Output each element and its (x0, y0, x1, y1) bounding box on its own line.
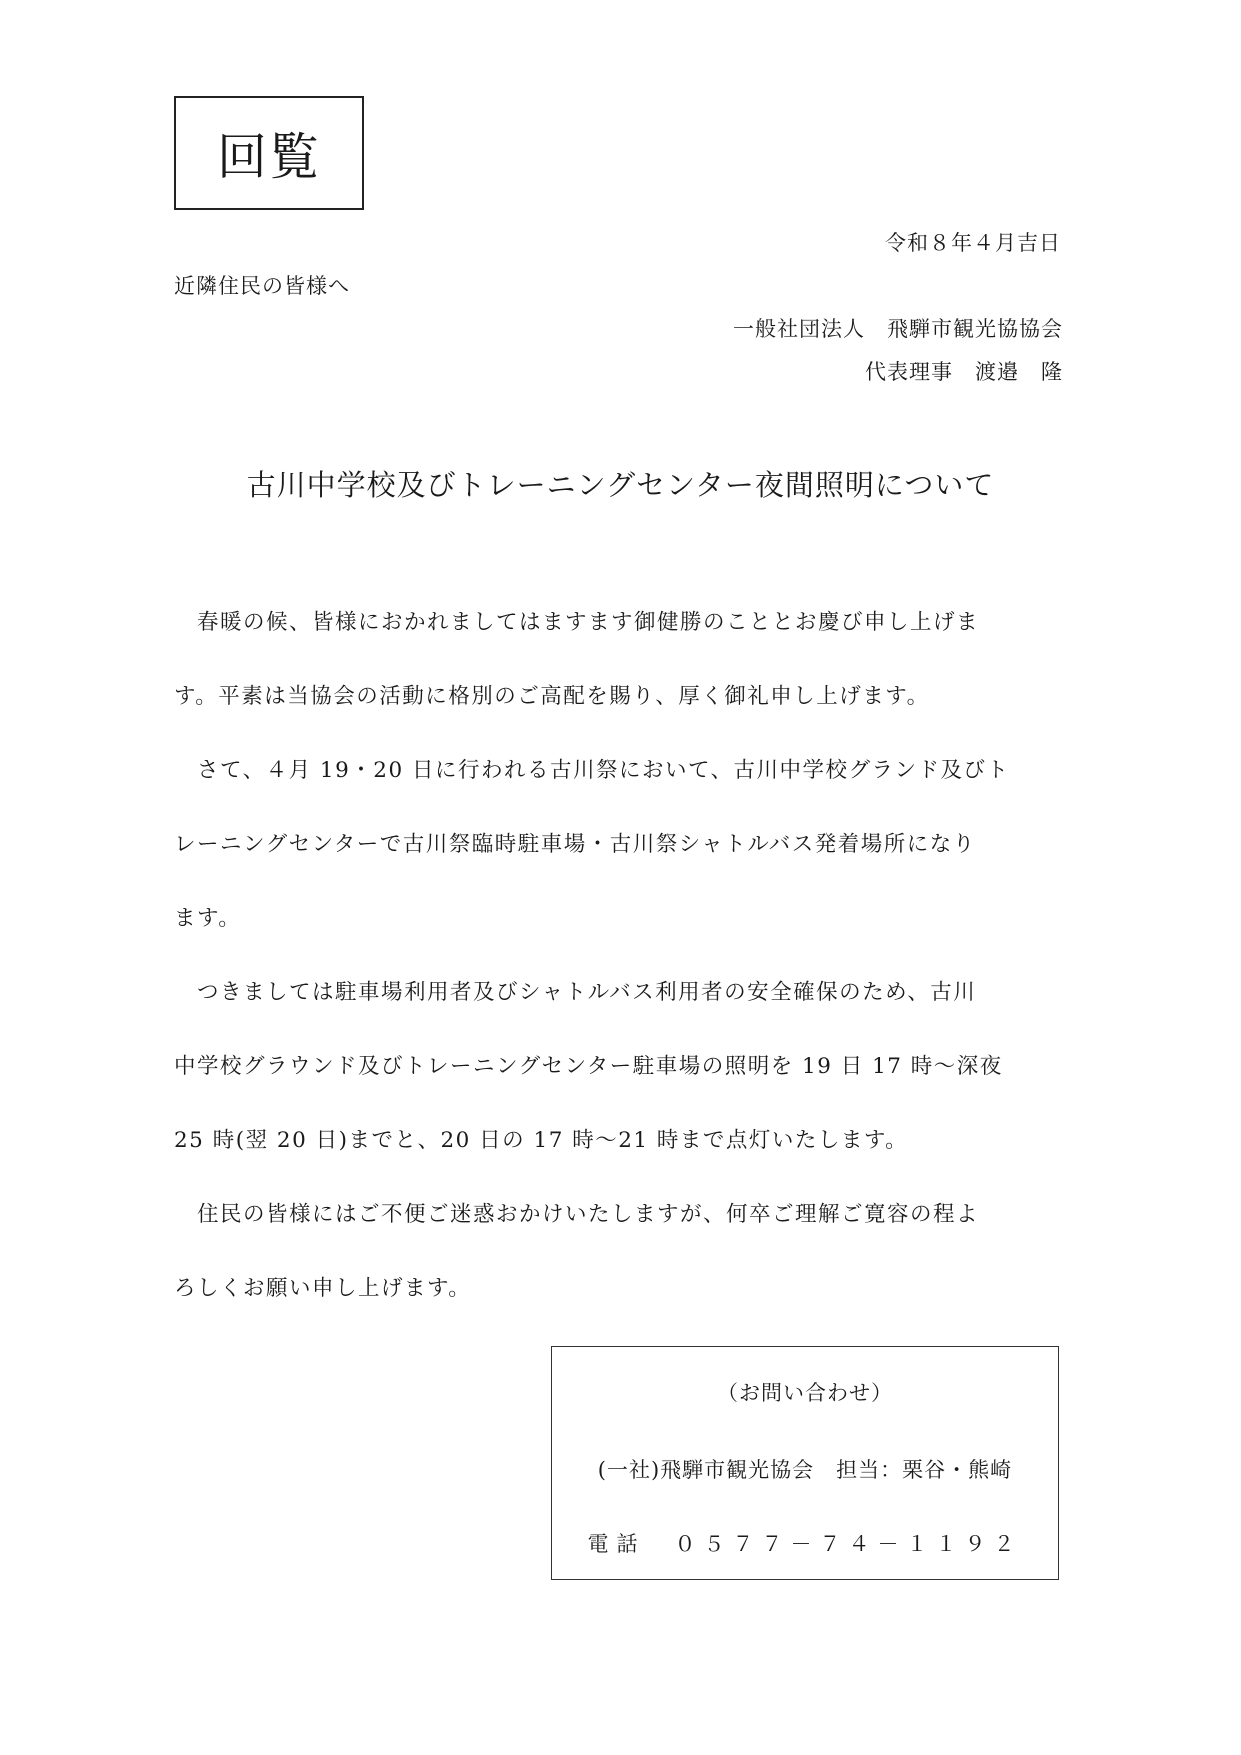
issue-date: 令和８年４月吉日 (885, 231, 1061, 255)
recipient-line: 近隣住民の皆様へ (174, 274, 350, 298)
body-line: す。平素は当協会の活動に格別のご高配を賜り、厚く御礼申し上げます。 (174, 684, 930, 709)
body-line: ます。 (174, 906, 242, 931)
sender-representative: 代表理事 渡邉 隆 (865, 360, 1063, 384)
body-line: 住民の皆様にはご不便ご迷惑おかけいたしますが、何卒ご理解ご寛容の程よ (174, 1202, 980, 1227)
contact-info-box (551, 1346, 1059, 1580)
circulation-stamp-box (174, 96, 364, 210)
body-line: つきましては駐車場利用者及びシャトルバス利用者の安全確保のため、古川 (174, 980, 977, 1005)
circulation-label: 回覧 (217, 128, 321, 186)
sender-organization: 一般社団法人 飛騨市観光協協会 (733, 317, 1063, 341)
contact-organization: (一社)飛騨市観光協会 担当：栗谷・熊崎 (597, 1458, 1013, 1482)
contact-phone: 電話 ０５７７－７４－１１９２ (587, 1532, 1023, 1556)
body-line: 春暖の候、皆様におかれましてはますます御健勝のこととお慶び申し上げま (174, 610, 980, 635)
document-title: 古川中学校及びトレーニングセンター夜間照明について (246, 468, 995, 502)
body-line: 中学校グラウンド及びトレーニングセンター駐車場の照明を 19 日 17 時～深夜 (174, 1054, 1003, 1079)
body-line: さて、４月 19・20 日に行われる古川祭において、古川中学校グランド及びト (174, 758, 1010, 783)
body-line: ろしくお願い申し上げます。 (174, 1276, 472, 1301)
body-line: 25 時(翌 20 日)までと、20 日の 17 時～21 時まで点灯いたします。 (174, 1128, 909, 1153)
contact-heading: （お問い合わせ） (717, 1381, 893, 1405)
body-line: レーニングセンターで古川祭臨時駐車場・古川祭シャトルバス発着場所になり (174, 832, 976, 857)
